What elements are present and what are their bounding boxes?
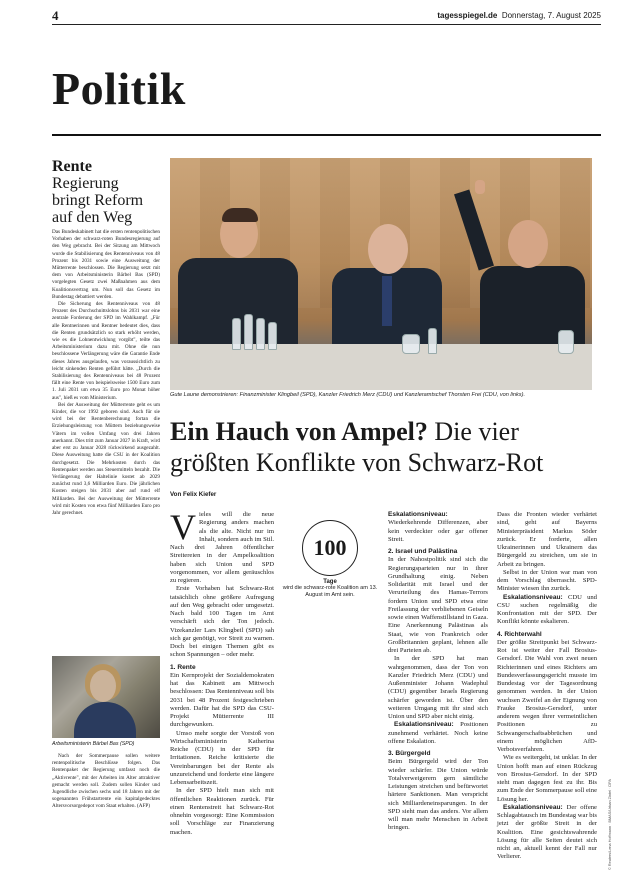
escalation-label: Eskalationsniveau: <box>394 721 454 729</box>
stat-text: wird die schwarz-rote Koalition am 13. August im Amt sein. <box>282 585 378 598</box>
byline: Von Felix Kiefer <box>170 491 217 498</box>
sidebar-body <box>52 229 160 517</box>
escalation-text: Positionen zunehmend verhärtet. Noch keine offene Eskalation. <box>388 721 488 745</box>
minister-photo-caption: Arbeitsministerin Bärbel Bas (SPD) <box>52 741 135 747</box>
top-rule <box>52 24 601 25</box>
sidebar-body-continued <box>52 753 160 811</box>
escalation-paragraph <box>388 511 488 544</box>
intro-paragraph <box>170 507 274 585</box>
section-heading: 4. Richterwahl <box>497 630 542 638</box>
escalation-paragraph <box>388 721 488 746</box>
main-headline-bold: Ein Hauch von Ampel? <box>170 417 428 446</box>
article-column-3 <box>497 511 597 862</box>
stat-number: 100 <box>302 520 358 576</box>
section-heading: 1. Rente <box>170 663 196 671</box>
article-paragraph: Wie es weitergeht, ist unklar. In der Union hofft man auf einen Rückzug von Brosius-Gersdorf. In der SPD steht man dagegen fest zu ihr. Bis zum Ende der Sommerpause soll eine Lösung her. <box>497 754 597 803</box>
stat-label: Tage <box>323 579 337 585</box>
section-title: Politik <box>52 63 186 114</box>
main-photo-caption: Gute Laune demonstrieren: Finanzminister Klingbeil (SPD), Kanzler Friedrich Merz (CDU) und Kanzleramtschef Thorsten Frei (CDU, von links). <box>170 392 526 398</box>
article-paragraph: Dass die Fronten wieder verhärtet sind, geht auf Bayerns Ministerpräsident Markus Söder zurück. Er forderte, allen Ukrainerinnen und Ukrainern das Bürgergeld zu streichen, um sie in Arbeit zu bringen. <box>497 511 597 568</box>
article-paragraph: Erste Vorhaben hat Schwarz-Rot tatsächlich ohne größere Aufregung auf den Weg gebracht oder umgesetzt. Nach bald 100 Tagen im Amt verschärft sich der Ton jedoch. Vizekanzler Lars Klingbeil (SPD) sah sich gar genötigt, vor Streit zu warnen. Doch bei einigen Themen gibt es schon Spannungen – oder mehr. <box>170 585 274 659</box>
article-paragraph: In der SPD hielt man sich mit öffentlichen Reaktionen zurück. Für einen Rentenstreit hat Schwarz-Rot ohnehin vorgesorgt: Eine Kommission soll Vorschläge zur Finanzierung machen. <box>170 787 274 836</box>
main-headline-rest: Die vier größten Konflikte von Schwarz-Rot <box>170 417 544 477</box>
escalation-label: Eskalationsniveau: <box>503 593 563 601</box>
article-paragraph: In der Nahostpolitik sind sich die Regierungsparteien nur in ihrer Grundhaltung einig. Neben Solidarität mit Israel und der Verurteilung des Hamas-Terrors fordern Union und SPD etwa eine Freilassung der verbliebenen Geiseln sowie einen Waffenstillstand in Gaza. Eine Anerkennung Palästinas als Staat, wie von Frankreich oder Großbritannien geplant, lehnen alle drei Parteien ab. <box>388 556 488 654</box>
dropcap: V <box>170 507 196 547</box>
article-paragraph: In der SPD hat man wahrgenommen, dass der Ton von Kanzler Friedrich Merz (CDU) und Außenminister Johann Wadephul (CDU) gegenüber Israels Regierung schärfer geworden ist. Über den weiteren Umgang mit ihr sind sich Union und SPD aber nicht einig. <box>388 655 488 720</box>
sidebar-paragraph: Bei der Ausweitung der Mütterrente geht es um Kinder, die vor 1992 geboren sind. Auch für sie wird bei der Rentenberechnung fortan die Erziehungsleistung von Müttern beziehungsweise Vätern im vollen Umfang von drei Jahren anerkannt. Dies tritt zum Januar 2027 in Kraft, wird aber erst zu Januar 2028 rückwirkend ausgezahlt. Diese Ausweitung hatte die CSU in der Koalition durchgesetzt. Die Mehrkosten durch das Rentenpaket werden aus Steuermitteln bezahlt. Die Verlängerung der Haltelinie kostet ab 2029 zunächst rund 3,6 Milliarden Euro. Die jährlichen Kosten steigen bis 2031 aber auf rund elf Milliarden. Bei der Ausweitung der Mütterrente wird mit Kosten von etwa fünf Milliarden Euro pro Jahr gerechnet. <box>52 401 160 516</box>
sidebar-paragraph: Nach der Sommerpause sollen weitere rentenpolitische Beschlüsse folgen. Das Rentenpaket der Regierung umfasst noch die „Aktivrente", mit der Arbeiten im Alter attraktiver gemacht werden soll. Zudem sollen Kinder und Jugendliche zwischen sechs und 18 Jahren mit der sogenannten Frühstartrente ein kapitalgedecktes Altersvorsorgedepot vom Staat erhalten. (AFP) <box>52 753 160 810</box>
section-heading: 3. Bürgergeld <box>388 750 431 757</box>
page-number: 4 <box>52 8 59 23</box>
escalation-text: Wiederkehrende Differenzen, aber kein verdeckter oder gar offener Streit. <box>388 519 488 543</box>
section-rule <box>52 134 601 136</box>
stat-box <box>282 520 378 598</box>
article-paragraph: Der größte Streitpunkt bei Schwarz-Rot ist weiter der Fall Brosius-Gersdorf. Die Wahl von zwei neuen Richterinnen und eines Richters am Bundesverfassungsgericht musste im Bundestag vor der Tagesordnung genommen werden. In der Union wuchsen Zweifel an der Eignung von Frauke Brosius-Gersdorf, unter anderem wegen ihrer vermeintlichen Positionen zu Schwangerschaftsabbrüchen und einem möglichen AfD-Verbotsverfahren. <box>497 638 597 753</box>
intro-text: ieles will die neue Regierung anders machen als die alte. Nicht nur im Inhalt, sondern auch im Stil. Nach drei Jahren öffentlicher Streitereien in der Ampelkoalition haben sich Union und SPD vorgenommen, vor allem geräuschlos zu regieren. <box>170 511 274 584</box>
escalation-text: CDU und CSU suchen regelmäßig die Konfrontation mit der SPD. Der Konflikt könnte eskalieren. <box>497 593 597 626</box>
minister-photo <box>52 656 160 738</box>
photo-credit: © Reuters/Lena Hoffmann · BMAS/Urban Zintel · DPA <box>608 779 612 870</box>
main-headline <box>170 416 600 478</box>
main-photo <box>170 158 592 390</box>
article-column-1 <box>170 507 274 837</box>
escalation-paragraph <box>497 804 597 862</box>
escalation-text: Der offene Schlagabtausch im Bundestag war bis jetzt der größte Streit in der Koalition. Eine gesichtswahrende Lösung für alle Seiten deutet sich nicht an, aktuell kennt der Fall nur Verlierer. <box>497 803 597 861</box>
site-name[interactable]: tagesspiegel.de <box>437 11 498 20</box>
sidebar-headline-text: Regierung bringt Reform auf den Weg <box>52 175 144 226</box>
sidebar-headline <box>52 158 160 226</box>
article-column-2 <box>388 511 488 833</box>
section-heading: 2. Israel und Palästina <box>388 548 458 555</box>
article-paragraph: Umso mehr sorgte der Vorstoß von Wirtschaftsministerin Katherina Reiche (CDU) in der SPD für Irritationen. Reiche kritisierte die Vereinbarungen bei der Rente als unzureichend und forderte eine längere Lebensarbeitszeit. <box>170 729 274 786</box>
article-paragraph: Ein Kernprojekt der Sozialdemokraten hat das Kabinett am Mittwoch beschlossen: Das Rentenniveau soll bis 2031 bei 48 Prozent festgeschrieben werden. Dafür hat die SPD das CSU-Projekt Mütterrente III durchgewunken. <box>170 671 274 729</box>
issue-date: Donnerstag, 7. August 2025 <box>501 11 601 20</box>
escalation-paragraph <box>497 594 597 627</box>
sidebar-kicker: Rente <box>52 158 92 175</box>
escalation-label: Eskalationsniveau: <box>503 803 563 811</box>
article-paragraph: Beim Bürgergeld wird der Ton wieder schärfer. Die Union würde Totalverweigerern gern sämtliche Leistungen streichen und befürwortet härtere Sanktionen. Man verspricht sich Milliardeneinsparungen. In der SPD sieht man das anders. Vor allem will man mehr Menschen in Arbeit bringen. <box>388 758 488 832</box>
escalation-label: Eskalationsniveau: <box>388 511 448 518</box>
sidebar-paragraph: Das Bundeskabinett hat die ersten rentenpolitischen Vorhaben der schwarz-roten Bundesregierung auf den Weg gebracht. Bei der Sitzung am Mittwoch wurde die Stabilisierung des Rentenniveaus von 48 Prozent bis 2031 sowie eine Ausweitung der Mütterrente beschlossen. Die Regierung setzt mit dem von Arbeitsministerin Bärbel Bas (SPD) vorgelegten Gesetz zwei Maßnahmen aus dem Koalitionsvertrag um. Nun soll das Gesetz im Bundestag debattiert werden. <box>52 229 160 300</box>
sidebar-paragraph: Die Sicherung des Rentenniveaus von 48 Prozent des Durchschnittslohns bis 2031 war eine zentrale Forderung der SPD im Wahlkampf. „Für alle Rentnerinnen und Rentner bedeutet dies, dass die Renten grundsätzlich so stark erhöht werden, wie es die Lohnentwicklung vorgibt", teilte das Arbeitsministerium dazu mit. Ohne die nun beschlossene Verlängerung wäre die Garantie Ende dieses Jahres ausgelaufen, was voraussichtlich zu leicht sinkenden Renten geführt hätte. „Durch die Stabilisierung des Rentenniveaus bei 48 Prozent fällt eine Rente von beispielsweise 1500 Euro zum 1. Juli 2031 um etwa 35 Euro pro Monat höher aus", hieß es vom Ministerium. <box>52 301 160 401</box>
header-meta <box>437 11 601 20</box>
article-paragraph: Selbst in der Union war man von dem Vorschlag überrascht. SPD-Minister wiesen ihn zurück. <box>497 568 597 593</box>
sidebar-article <box>52 158 160 517</box>
